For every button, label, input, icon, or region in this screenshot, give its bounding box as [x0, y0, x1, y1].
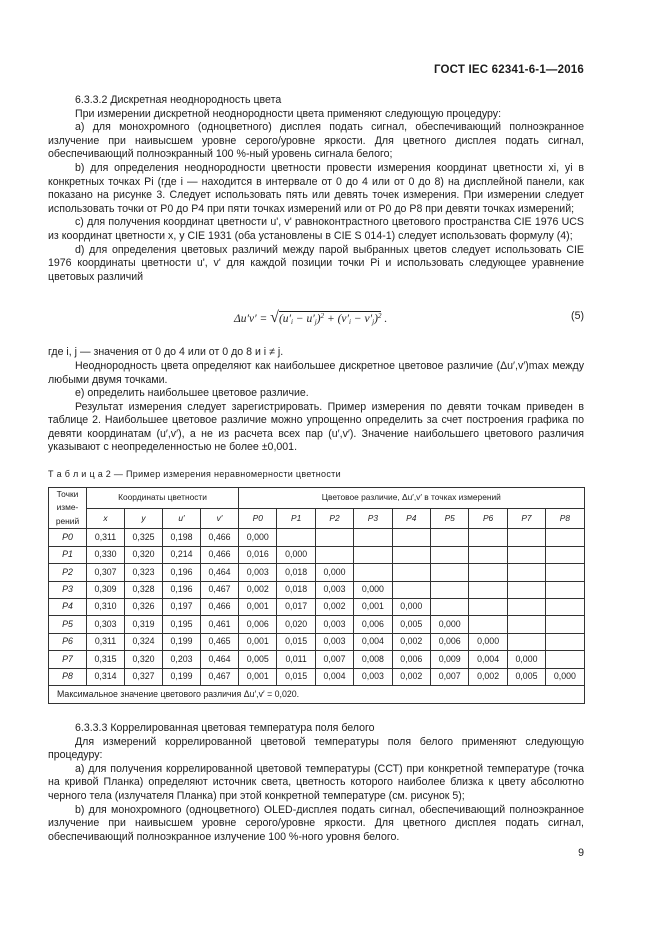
diff-cell: 0,003 — [315, 633, 353, 650]
diff-cell: 0,018 — [277, 581, 315, 598]
coord-cell: 0,327 — [125, 668, 163, 685]
coord-cell: 0,203 — [163, 651, 201, 668]
paragraph-intro: При измерении дискретной неоднородности цвета применяют следующую процедуру: — [75, 107, 502, 120]
diff-cell — [315, 546, 353, 563]
table-row — [49, 564, 585, 581]
document-header: ГОСТ IEC 62341-6-1—2016 — [433, 64, 584, 76]
coord-cell: 0,323 — [125, 564, 163, 581]
diff-cell — [469, 546, 507, 563]
subheader-diff-4: P4 — [392, 508, 430, 529]
subheader-coord-2: u′ — [163, 508, 201, 529]
diff-cell: 0,017 — [277, 599, 315, 616]
coord-cell: 0,467 — [201, 581, 239, 598]
row-point-label: P7 — [49, 651, 87, 668]
row-point-label: P4 — [49, 599, 87, 616]
diff-cell: 0,005 — [239, 651, 277, 668]
formula-radicand: $(u'_i - u'_j)^2 + (v'_i - v'_j)^2$ — [278, 312, 382, 327]
coord-cell: 0,307 — [87, 564, 125, 581]
row-point-label: P1 — [49, 546, 87, 563]
coord-cell: 0,319 — [125, 616, 163, 633]
subheader-diff-5: P5 — [431, 508, 469, 529]
row-point-label: P2 — [49, 564, 87, 581]
paragraph-b-6333: b) для монохромного (одноцветного) OLED-дисплея подать сигнал, обеспечивающий полноэкранное излучение при наивысшем уровне серого/уровне яркости. Для цветного дисплея подать сигнал, обеспечивающий полноэкранное излучение 100 %-ного уровня белого. — [48, 803, 584, 843]
page-number: 9 — [578, 847, 584, 859]
formula-expression: $\Delta u'v' = √(u'_i - u'_j)^2 + (v'_i - v'_j)^2$ . — [234, 309, 388, 327]
coord-cell: 0,326 — [125, 599, 163, 616]
diff-cell: 0,000 — [239, 529, 277, 546]
diff-cell: 0,000 — [315, 564, 353, 581]
diff-cell: 0,006 — [354, 616, 392, 633]
diff-cell — [431, 599, 469, 616]
subheader-row — [49, 508, 585, 529]
table-row — [49, 529, 585, 546]
diff-cell — [507, 564, 545, 581]
diff-cell — [392, 581, 430, 598]
coord-cell: 0,467 — [201, 668, 239, 685]
paragraph-intro-6333: Для измерений коррелированной цветовой температуры поля белого применяют следующую процедуру: — [48, 735, 584, 762]
diff-cell — [546, 633, 584, 650]
section-heading-6332: 6.3.3.2 Дискретная неоднородность цвета — [75, 94, 282, 106]
formula-lhs: Δu′v′ = — [234, 313, 268, 326]
diff-cell — [392, 546, 430, 563]
diff-cell — [392, 564, 430, 581]
coord-cell: 0,310 — [87, 599, 125, 616]
header-coords: Координаты цветности — [87, 487, 239, 508]
coord-cell: 0,197 — [163, 599, 201, 616]
diff-cell: 0,006 — [431, 633, 469, 650]
diff-cell — [431, 581, 469, 598]
table-row — [49, 668, 585, 685]
diff-cell: 0,001 — [239, 668, 277, 685]
coord-cell: 0,325 — [125, 529, 163, 546]
diff-cell: 0,000 — [392, 599, 430, 616]
table-footer-row — [49, 685, 585, 703]
diff-cell — [431, 529, 469, 546]
diff-cell: 0,007 — [315, 651, 353, 668]
row-point-label: P8 — [49, 668, 87, 685]
paragraph-nonuniformity: Неоднородность цвета определяют как наибольшее дискретное цветовое различие (Δu′,v′)max между любыми двумя точками. — [48, 359, 584, 386]
diff-cell: 0,015 — [277, 668, 315, 685]
diff-cell: 0,000 — [431, 616, 469, 633]
table-row — [49, 581, 585, 598]
diff-cell — [546, 546, 584, 563]
diff-cell: 0,003 — [239, 564, 277, 581]
diff-cell — [354, 564, 392, 581]
coord-cell: 0,328 — [125, 581, 163, 598]
header-diff: Цветовое различие, Δu′,v′ в точках измерений — [239, 487, 585, 508]
coord-cell: 0,303 — [87, 616, 125, 633]
diff-cell: 0,011 — [277, 651, 315, 668]
diff-cell: 0,001 — [354, 599, 392, 616]
coord-cell: 0,330 — [87, 546, 125, 563]
diff-cell: 0,001 — [239, 599, 277, 616]
diff-cell: 0,002 — [392, 668, 430, 685]
paragraph-a-6333: а) для получения коррелированной цветовой температуры (ССТ) при конкретной температуре (точка на кривой Планка) определяют источник света, цветность которого наиболее близка к цвету абсолютно черного тела (излучателя Планка) при этой конкретной температуре (см. рисунок 5); — [48, 762, 584, 802]
section-heading-6333: 6.3.3.3 Коррелированная цветовая температура поля белого — [75, 721, 375, 734]
diff-cell: 0,005 — [507, 668, 545, 685]
subheader-diff-2: P2 — [315, 508, 353, 529]
coord-cell: 0,195 — [163, 616, 201, 633]
diff-cell — [469, 616, 507, 633]
diff-cell: 0,006 — [239, 616, 277, 633]
diff-cell: 0,002 — [469, 668, 507, 685]
subheader-coord-1: y — [125, 508, 163, 529]
table-row — [49, 633, 585, 650]
diff-cell: 0,007 — [431, 668, 469, 685]
diff-cell — [469, 581, 507, 598]
diff-cell: 0,000 — [507, 651, 545, 668]
diff-cell — [546, 599, 584, 616]
coord-cell: 0,466 — [201, 529, 239, 546]
coord-cell: 0,311 — [87, 633, 125, 650]
diff-cell — [469, 564, 507, 581]
paragraph-result: Результат измерения следует зарегистрировать. Пример измерения по девяти точкам приведен в таблице 2. Наибольшее цветовое различие можно упрощенно определить за счет построения графика по девяти координатам (u′,v′), а не из расчета всех пар (u′,v′). Значение наибольшего цветового различия указывают с неопределенностью не более ±0,001. — [48, 400, 584, 454]
diff-cell: 0,015 — [277, 633, 315, 650]
diff-cell — [546, 651, 584, 668]
diff-cell: 0,002 — [239, 581, 277, 598]
diff-cell: 0,000 — [469, 633, 507, 650]
paragraph-b: b) для определения неоднородности цветности провести измерения координат цветности xi, yi в конкретных точках Pi (где i — находится в интервале от 0 до 4 или от 0 до 8) на дисплейной панели, как показано на рисунке 3. Следует использовать пять или девять точек измерения. При измерении следует использовать точки от P0 до P4 при пяти точках измерений или от P0 до P8 при девяти точках измерений; — [48, 161, 584, 215]
diff-cell: 0,001 — [239, 633, 277, 650]
diff-cell: 0,016 — [239, 546, 277, 563]
paragraph-where: где i, j — значения от 0 до 4 или от 0 до 8 и i ≠ j. — [48, 346, 284, 359]
diff-cell — [354, 546, 392, 563]
table-caption: Т а б л и ц а 2 — Пример измерения неравномерности цветности — [48, 469, 341, 480]
diff-cell: 0,003 — [315, 616, 353, 633]
table-row — [49, 616, 585, 633]
diff-cell — [507, 529, 545, 546]
diff-cell: 0,004 — [354, 633, 392, 650]
formula-5 — [48, 306, 584, 332]
table-body — [49, 529, 585, 686]
page-content — [48, 94, 584, 844]
sqrt-symbol: √ — [270, 309, 279, 327]
diff-cell — [431, 564, 469, 581]
coord-cell: 0,464 — [201, 651, 239, 668]
diff-cell — [546, 529, 584, 546]
coord-cell: 0,464 — [201, 564, 239, 581]
coord-cell: 0,309 — [87, 581, 125, 598]
diff-cell — [469, 599, 507, 616]
table-row — [49, 546, 585, 563]
row-point-label: P0 — [49, 529, 87, 546]
diff-cell — [507, 581, 545, 598]
diff-cell — [546, 581, 584, 598]
coord-cell: 0,466 — [201, 599, 239, 616]
coord-cell: 0,214 — [163, 546, 201, 563]
coord-cell: 0,320 — [125, 651, 163, 668]
diff-cell — [354, 529, 392, 546]
coord-cell: 0,315 — [87, 651, 125, 668]
diff-cell: 0,009 — [431, 651, 469, 668]
subheader-coord-0: x — [87, 508, 125, 529]
row-point-label: P3 — [49, 581, 87, 598]
diff-cell: 0,018 — [277, 564, 315, 581]
diff-cell: 0,008 — [354, 651, 392, 668]
paragraph-a: а) для монохромного (одноцветного) дисплея подать сигнал, обеспечивающий полноэкранное излучение при наивысшем уровне серого/уровне яркости. Для цветного дисплея подать сигнал, обеспечивающий полноэкранный 100 %-ный уровень сигнала белого; — [48, 121, 584, 161]
diff-cell — [546, 564, 584, 581]
coord-cell: 0,199 — [163, 668, 201, 685]
diff-cell — [507, 616, 545, 633]
diff-cell: 0,004 — [315, 668, 353, 685]
subheader-diff-0: P0 — [239, 508, 277, 529]
subheader-diff-8: P8 — [546, 508, 584, 529]
coord-cell: 0,199 — [163, 633, 201, 650]
diff-cell: 0,002 — [392, 633, 430, 650]
coord-cell: 0,466 — [201, 546, 239, 563]
equation-number: (5) — [571, 310, 584, 323]
coord-cell: 0,461 — [201, 616, 239, 633]
diff-cell — [507, 633, 545, 650]
table-row — [49, 599, 585, 616]
paragraph-c: с) для получения координат цветности u', v' равноконтрастного цветового пространства CIE 1976 UCS из координат цветности x, y CIE 1931 (оба установлены в CIE S 014-1) следует использовать формулу (4); — [48, 216, 584, 242]
coord-cell: 0,311 — [87, 529, 125, 546]
diff-cell — [507, 599, 545, 616]
diff-cell: 0,020 — [277, 616, 315, 633]
diff-cell: 0,000 — [546, 668, 584, 685]
subheader-diff-7: P7 — [507, 508, 545, 529]
row-point-label: P5 — [49, 616, 87, 633]
diff-cell: 0,006 — [392, 651, 430, 668]
diff-cell — [507, 546, 545, 563]
row-point-label: P6 — [49, 633, 87, 650]
paragraph-d: d) для определения цветовых различий между парой выбранных цветов следует использовать CIE 1976 координаты цветности u', v' для каждой позиции точки Pi и использовать следующее уравнение цветовых различий — [48, 243, 584, 283]
subheader-diff-3: P3 — [354, 508, 392, 529]
table-footer: Максимальное значение цветового различия Δu′,v′ = 0,020. — [49, 685, 585, 703]
diff-cell: 0,000 — [277, 546, 315, 563]
diff-cell: 0,002 — [315, 599, 353, 616]
diff-cell: 0,003 — [315, 581, 353, 598]
diff-cell: 0,003 — [354, 668, 392, 685]
coord-cell: 0,320 — [125, 546, 163, 563]
coord-cell: 0,196 — [163, 581, 201, 598]
diff-cell: 0,005 — [392, 616, 430, 633]
table-row — [49, 651, 585, 668]
paragraph-e: е) определить наибольшее цветовое различие. — [75, 387, 309, 400]
diff-cell — [315, 529, 353, 546]
diff-cell — [546, 616, 584, 633]
coord-cell: 0,324 — [125, 633, 163, 650]
diff-cell: 0,000 — [354, 581, 392, 598]
diff-cell — [469, 529, 507, 546]
diff-cell — [392, 529, 430, 546]
diff-cell — [431, 546, 469, 563]
section-6333 — [48, 722, 584, 844]
diff-cell: 0,004 — [469, 651, 507, 668]
coord-cell: 0,198 — [163, 529, 201, 546]
diff-cell — [277, 529, 315, 546]
coord-cell: 0,465 — [201, 633, 239, 650]
subheader-diff-6: P6 — [469, 508, 507, 529]
subheader-coord-3: v′ — [201, 508, 239, 529]
coord-cell: 0,196 — [163, 564, 201, 581]
subheader-diff-1: P1 — [277, 508, 315, 529]
coord-cell: 0,314 — [87, 668, 125, 685]
header-points: Точки изме-рений — [49, 487, 87, 529]
table-chromaticity-measurement — [48, 487, 585, 704]
